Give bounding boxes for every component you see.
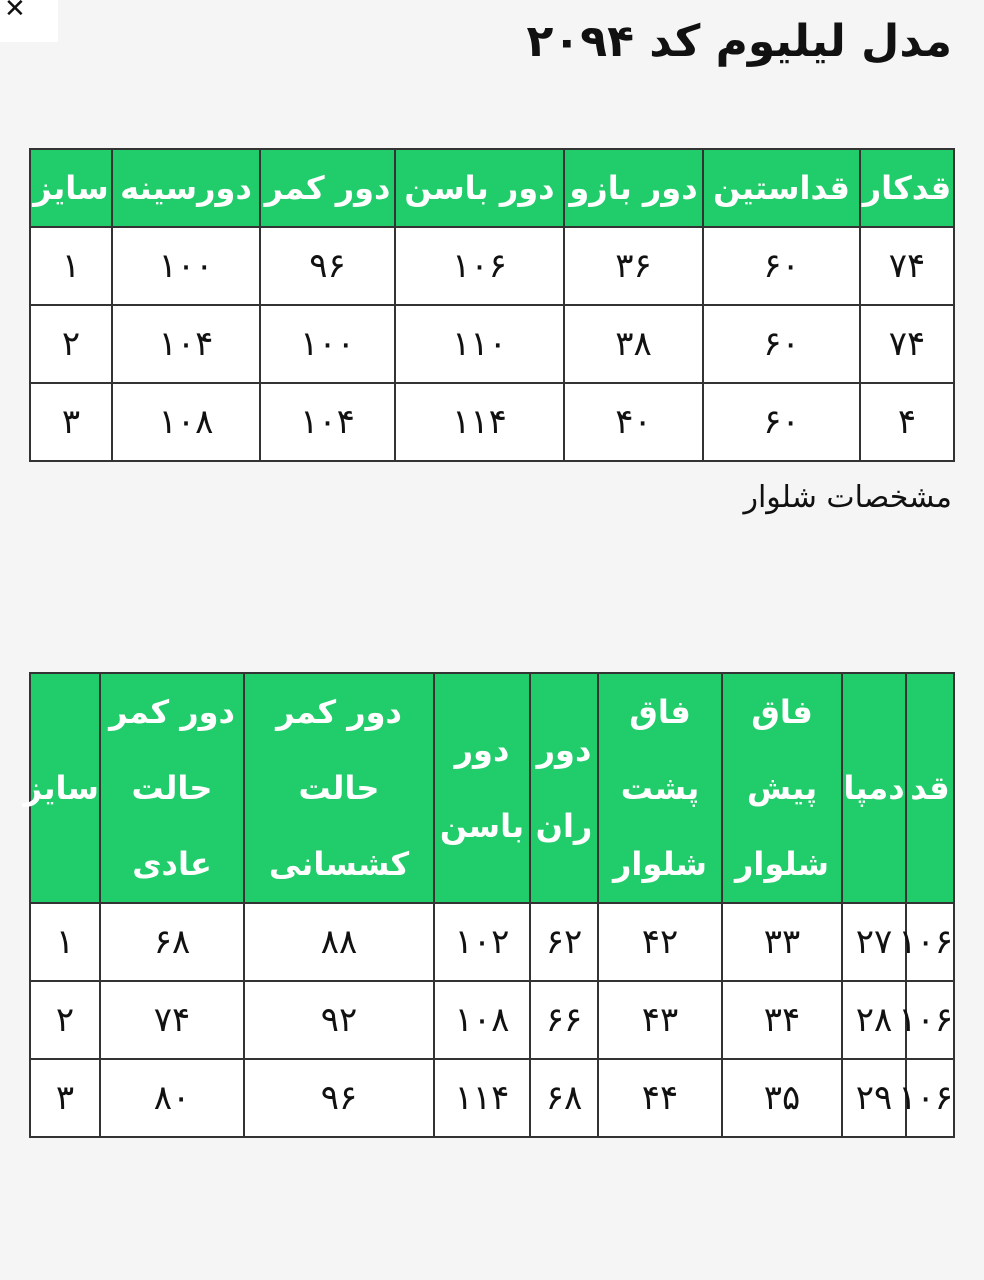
table-cell: ۴۳ [598,981,722,1059]
table-cell: ۶۸ [530,1059,598,1137]
header-cell: دمپا [842,673,906,903]
header-cell: فاق پشت شلوار [598,673,722,903]
table-cell: ۶۲ [530,903,598,981]
header-cell: دور باسن [434,673,530,903]
table-cell: ۱۰۲ [434,903,530,981]
header-cell: دور کمر [260,149,395,227]
pants-size-table [23,672,955,1138]
table-cell: ۳۴ [722,981,842,1059]
table-cell: ۱ [30,227,112,305]
table-cell: ۳۵ [722,1059,842,1137]
table-cell: ۸۰ [100,1059,244,1137]
header-cell: دور کمر حالت کشسانی [244,673,434,903]
table-cell: ۸۸ [244,903,434,981]
header-cell: فاق پیش شلوار [722,673,842,903]
table-cell: ۷۴ [860,305,954,383]
header-cell: قداستین [703,149,860,227]
page-title: مدل لیلیوم کد ۲۰۹۴ [526,16,952,67]
table-cell: ۱۱۰ [395,305,564,383]
table-cell: ۴۲ [598,903,722,981]
table-cell: ۶۰ [703,305,860,383]
table-cell: ۱۱۴ [434,1059,530,1137]
table-cell: ۶۶ [530,981,598,1059]
table-cell: ۱۰۶ [906,981,954,1059]
table-cell: ۱۰۶ [906,1059,954,1137]
table-cell: ۱ [30,903,100,981]
table-cell: ۷۴ [860,227,954,305]
table-header-row [30,673,954,903]
table-cell: ۱۰۸ [434,981,530,1059]
header-cell: دور کمر حالت عادی [100,673,244,903]
header-cell: قد [906,673,954,903]
table-cell: ۱۰۴ [260,383,395,461]
pants-section-heading: مشخصات شلوار [743,480,952,515]
table-cell: ۲ [30,305,112,383]
table-row [30,1059,954,1137]
header-cell: دور باسن [395,149,564,227]
table-cell: ۱۱۴ [395,383,564,461]
table-row [30,305,954,383]
header-cell: دور بازو [564,149,703,227]
table-row [30,981,954,1059]
table-cell: ۳ [30,383,112,461]
table-cell: ۱۰۶ [395,227,564,305]
table-cell: ۴۰ [564,383,703,461]
table-row [30,227,954,305]
table-cell: ۱۰۸ [112,383,260,461]
table-cell: ۲ [30,981,100,1059]
table-header-row [30,149,954,227]
table-cell: ۱۰۰ [260,305,395,383]
close-icon[interactable]: ✕ [0,0,58,42]
header-cell: سایز [30,673,100,903]
table-row [30,383,954,461]
table-cell: ۳۸ [564,305,703,383]
top-size-table [29,148,955,462]
table-cell: ۱۰۰ [112,227,260,305]
table-cell: ۹۲ [244,981,434,1059]
table-cell: ۲۷ [842,903,906,981]
header-cell: سایز [30,149,112,227]
header-cell: قدکار [860,149,954,227]
header-cell: دورسینه [112,149,260,227]
table-cell: ۲۸ [842,981,906,1059]
table-cell: ۶۰ [703,383,860,461]
table-cell: ۲۹ [842,1059,906,1137]
table-cell: ۶۸ [100,903,244,981]
table-cell: ۹۶ [260,227,395,305]
table-cell: ۷۴ [100,981,244,1059]
table-cell: ۳۳ [722,903,842,981]
table-cell: ۴ [860,383,954,461]
table-cell: ۳ [30,1059,100,1137]
table-cell: ۴۴ [598,1059,722,1137]
table-cell: ۳۶ [564,227,703,305]
table-cell: ۶۰ [703,227,860,305]
table-cell: ۹۶ [244,1059,434,1137]
header-cell: دور ران [530,673,598,903]
table-row [30,903,954,981]
table-cell: ۱۰۶ [906,903,954,981]
table-cell: ۱۰۴ [112,305,260,383]
